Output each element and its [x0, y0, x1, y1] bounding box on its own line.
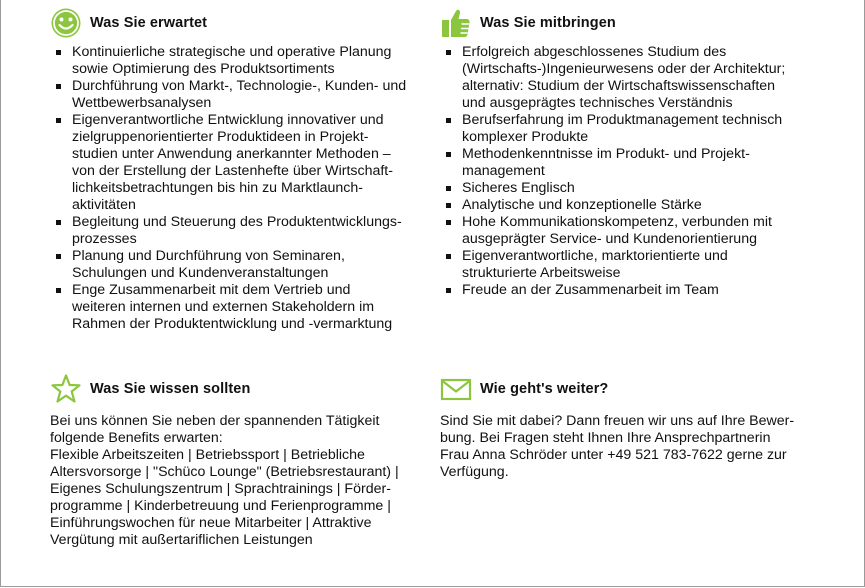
section-was-sie-erwartet [50, 6, 420, 333]
section-title: Was Sie wissen sollten [90, 381, 251, 397]
list-item: Sicheres Englisch [440, 180, 820, 197]
benefits-text: Bei uns können Sie neben der spannenden Tätigkeit folgende Benefits erwarten: Flexible Arbeitszeiten | Betriebssport | Betriebliche Altersvorsorge | "Schüco Lounge" (Betriebsrestaurant) | Eigenes Schulungszentrum | Sprachtrainings | Förder- programme | Kinderbetreuung und Ferienprogramme | Einführungswochen für neue Mitarbeiter | Attraktive Vergütung mit außertariflichen Leistungen [50, 413, 399, 548]
list-item: Freude an der Zusammenarbeit im Team [440, 282, 820, 299]
list-item: Erfolgreich abgeschlossenes Studium des (Wirtschafts-)Ingenieurwesens oder der Architektur; alternativ: Studium der Wirtschaftswissenschaften und ausgeprägtes technisches Verständnis [440, 44, 820, 112]
list-item: Analytische und konzeptionelle Stärke [440, 197, 820, 214]
list-item: Begleitung und Steuerung des Produktentwicklungs- prozesses [50, 214, 420, 248]
list-item: Eigenverantwortliche, marktorientierte und strukturierte Arbeitsweise [440, 248, 820, 282]
bullet-list [440, 44, 820, 299]
list-item: Kontinuierliche strategische und operative Planung sowie Optimierung des Produktsortiments [50, 44, 420, 78]
section-wie-gehts-weiter [440, 372, 830, 481]
list-item: Berufserfahrung im Produktmanagement technisch komplexer Produkte [440, 112, 820, 146]
section-header [50, 6, 420, 40]
section-was-sie-wissen-sollten [50, 372, 430, 549]
section-was-sie-mitbringen [440, 6, 820, 299]
bullet-list [50, 44, 420, 333]
smiley-icon [50, 7, 82, 39]
section-header [440, 6, 820, 40]
list-item: Enge Zusammenarbeit mit dem Vertrieb und weiteren internen und externen Stakeholdern im Rahmen der Produktentwicklung und -vermarktung [50, 282, 420, 333]
list-item: Eigenverantwortliche Entwicklung innovativer und zielgruppenorientierter Produktideen in Projekt- studien unter Anwendung anerkannter Methoden – von der Erstellung der Lastenhefte über Wirtschaft- lichkeitsbetrachtungen bis hin zu Marktlaunch- aktivitäten [50, 112, 420, 214]
section-title: Was Sie erwartet [90, 15, 208, 31]
section-title: Wie geht's weiter? [480, 381, 609, 397]
list-item: Hohe Kommunikationskompetenz, verbunden mit ausgeprägter Service- und Kundenorientierung [440, 214, 820, 248]
list-item: Methodenkenntnisse im Produkt- und Projekt- management [440, 146, 820, 180]
contact-text: Sind Sie mit dabei? Dann freuen wir uns auf Ihre Bewer- bung. Bei Fragen steht Ihnen Ihre Ansprechpartnerin Frau Anna Schröder unter +49 521 783-7622 gerne zur Verfügung. [440, 413, 795, 480]
star-icon [50, 373, 82, 405]
list-item: Durchführung von Markt-, Technologie-, Kunden- und Wettbewerbsanalysen [50, 78, 420, 112]
envelope-icon [440, 373, 472, 405]
section-header [440, 372, 830, 406]
section-title: Was Sie mitbringen [480, 15, 616, 31]
list-item: Planung und Durchführung von Seminaren, Schulungen und Kundenveranstaltungen [50, 248, 420, 282]
thumbs-up-icon [440, 7, 472, 39]
section-header [50, 372, 430, 406]
